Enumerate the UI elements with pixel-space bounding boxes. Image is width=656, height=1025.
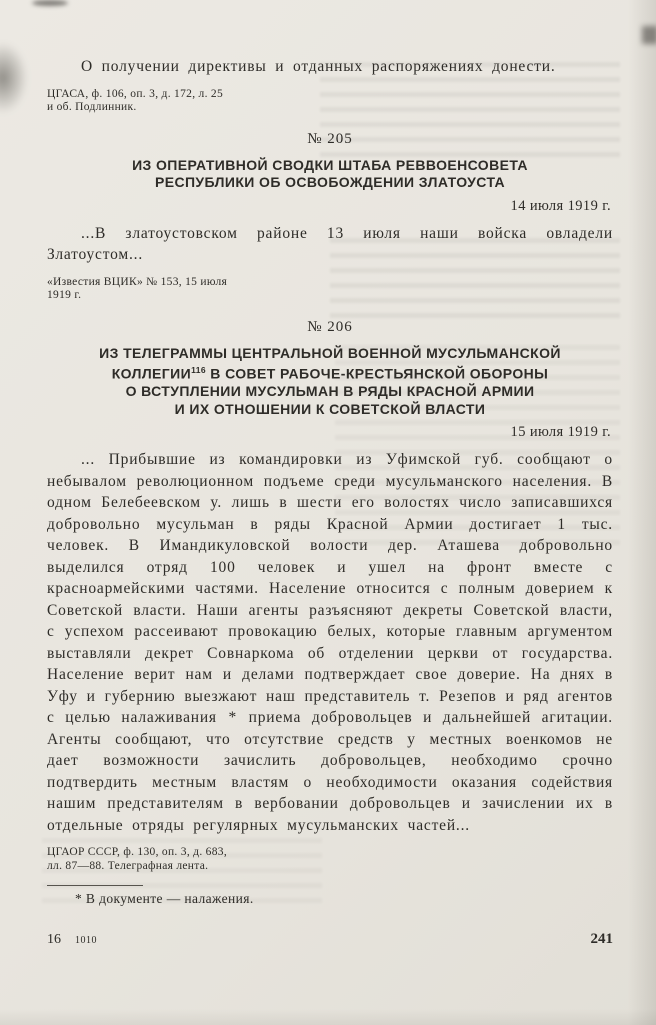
document-206-title — [47, 345, 613, 419]
source-citation-line: ЦГАОР СССР, ф. 130, оп. 3, д. 683, — [47, 846, 228, 859]
body-text: ... Прибывшие из командировки из Уфимской губ. сообщают о небывалом революционном подъеме среди мусульманского населения. В одном Белебеевском у. лишь в шести его волостях число записавшихся добровольно мусульман в ряды Красной Армии достигает 1 тыс. человек. В Имандикуловской волости дер. Аташева добровольно выделился отряд 100 человек и ушел на фронт вместе с красноармейскими частями. Население относится с полным доверием к Советской власти. Наши агенты разъясняют декреты Советской власти, с успехом рассеивают провокацию белых, которые главным аргументом выставляли декрет Совнаркома об отделении церкви от государства. Население верит нам и делами подтверждает свое доверие. На днях в Уфу и губернию выезжают наш представитель т. Резепов и ряд агентов с целью налаживания — [47, 451, 613, 727]
body-text: приема добровольцев и дальнейшей агитации. Агенты сообщают, что отсутствие средств у местных военкомов не дает возможности зачислить добровольцев, необходимо срочно подтвердить местным властям о необходимости оказания содействия нашим представителям в вербовании добровольцев и зачислении их в отдельные отряды регулярных мусульманских частей... — [47, 709, 613, 834]
page-edge-shadow — [628, 0, 656, 1025]
intro-paragraph: О получении директивы и отданных распоряжениях донести. — [81, 58, 556, 75]
printers-signature: 16 — [47, 932, 61, 947]
archive-citation-line: ЦГАСА, ф. 106, оп. 3, д. 172, л. 25 — [47, 87, 224, 100]
printers-order-code: 1010 — [75, 935, 97, 946]
footnote-marker: * — [228, 709, 238, 727]
document-205-date: 14 июля 1919 г. — [510, 197, 611, 214]
archive-citation-intro — [47, 88, 613, 115]
page-edge-shadow — [0, 1009, 656, 1025]
title-text: КОЛЛЕГИИ — [111, 365, 192, 382]
footer-left-group — [47, 930, 97, 948]
document-206-body — [47, 449, 613, 836]
footnote-text: * В документе — налажения. — [75, 891, 254, 907]
title-line: И ИХ ОТНОШЕНИИ К СОВЕТСКОЙ ВЛАСТИ — [174, 400, 486, 417]
document-205-title — [47, 157, 613, 192]
scan-edge-mark — [32, 0, 68, 6]
document-206-date: 15 июля 1919 г. — [510, 424, 611, 441]
document-number-206: № 206 — [307, 318, 353, 335]
footnote-ref-116: 116 — [191, 365, 206, 375]
source-citation-line: 1919 г. — [47, 289, 82, 301]
scan-edge-mark — [642, 26, 656, 44]
title-line: РЕСПУБЛИКИ ОБ ОСВОБОЖДЕНИИ ЗЛАТОУСТА — [154, 174, 506, 190]
footnote-divider — [47, 885, 143, 886]
source-citation-206 — [47, 846, 613, 873]
title-text: В СОВЕТ РАБОЧЕ-КРЕСТЬЯНСКОЙ ОБОРОНЫ — [210, 365, 549, 382]
title-line: О ВСТУПЛЕНИИ МУСУЛЬМАН В РЯДЫ КРАСНОЙ АРМИИ — [125, 383, 535, 400]
archive-citation-line: и об. Подлинник. — [47, 101, 137, 113]
page-footer — [47, 930, 613, 948]
scan-smudge-artifact — [0, 42, 28, 114]
page-number: 241 — [590, 931, 613, 947]
title-line — [47, 362, 613, 383]
title-line: ИЗ ОПЕРАТИВНОЙ СВОДКИ ШТАБА РЕВВОЕНСОВЕТА — [132, 156, 528, 173]
document-205-body: ...В златоустовском районе 13 июля наши войска овладели Златоустом... — [47, 224, 613, 263]
document-number-205: № 205 — [307, 130, 353, 147]
source-citation-205 — [47, 276, 613, 303]
title-line: ИЗ ТЕЛЕГРАММЫ ЦЕНТРАЛЬНОЙ ВОЕННОЙ МУСУЛЬМАНСКОЙ — [99, 344, 561, 361]
page-content — [47, 56, 613, 907]
source-citation-line: лл. 87—88. Телеграфная лента. — [47, 859, 209, 872]
source-citation-line: «Известия ВЦИК» № 153, 15 июля — [47, 275, 228, 288]
